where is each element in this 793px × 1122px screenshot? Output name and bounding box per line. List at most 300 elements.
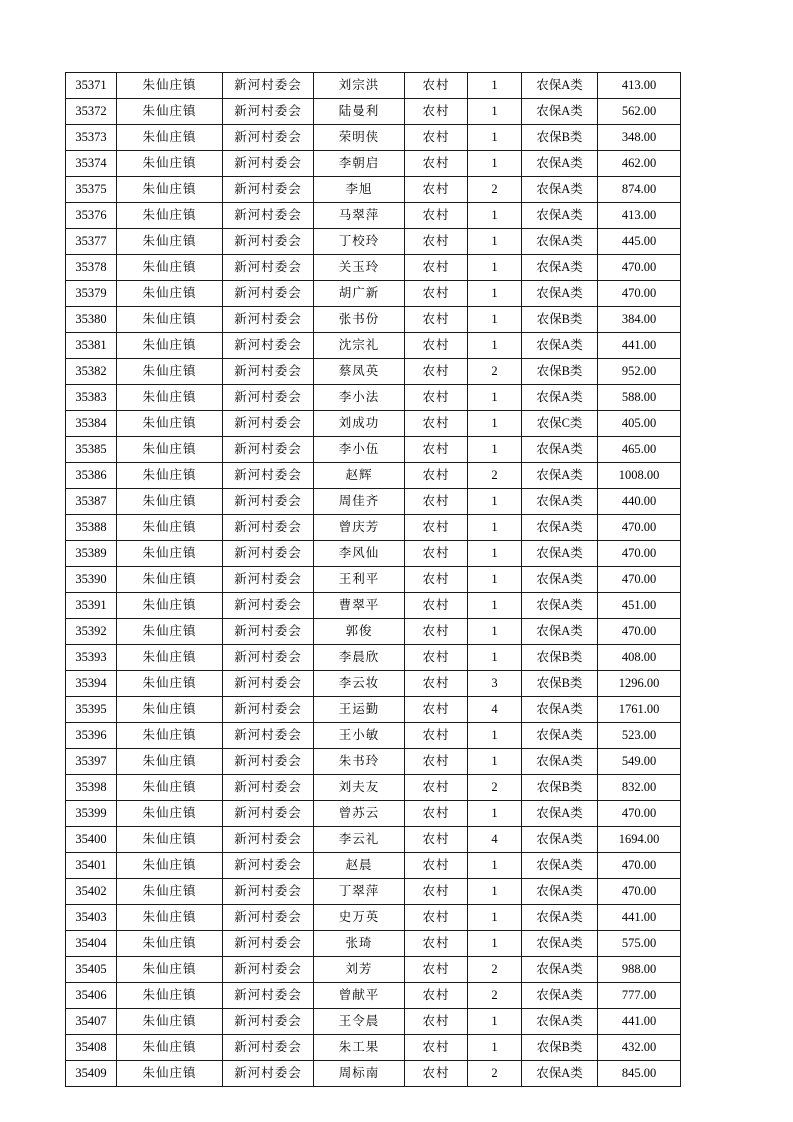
cell-type: 农村 (405, 905, 468, 931)
table-row (66, 593, 681, 619)
cell-category: 农保C类 (522, 411, 598, 437)
cell-amount: 440.00 (598, 489, 681, 515)
cell-id: 35374 (66, 151, 117, 177)
table-row (66, 905, 681, 931)
cell-id: 35393 (66, 645, 117, 671)
cell-name: 李旭 (314, 177, 405, 203)
cell-amount: 470.00 (598, 567, 681, 593)
cell-village: 新河村委会 (223, 307, 314, 333)
cell-amount: 874.00 (598, 177, 681, 203)
cell-village: 新河村委会 (223, 697, 314, 723)
cell-town: 朱仙庄镇 (117, 1035, 223, 1061)
cell-amount: 432.00 (598, 1035, 681, 1061)
cell-town: 朱仙庄镇 (117, 931, 223, 957)
cell-name: 蔡凤英 (314, 359, 405, 385)
cell-amount: 575.00 (598, 931, 681, 957)
cell-name: 史万英 (314, 905, 405, 931)
cell-count: 1 (468, 99, 522, 125)
cell-village: 新河村委会 (223, 229, 314, 255)
cell-count: 1 (468, 879, 522, 905)
cell-amount: 549.00 (598, 749, 681, 775)
cell-village: 新河村委会 (223, 671, 314, 697)
cell-count: 1 (468, 853, 522, 879)
table-row (66, 515, 681, 541)
cell-amount: 441.00 (598, 905, 681, 931)
cell-type: 农村 (405, 931, 468, 957)
cell-town: 朱仙庄镇 (117, 489, 223, 515)
cell-village: 新河村委会 (223, 203, 314, 229)
cell-name: 张书份 (314, 307, 405, 333)
cell-town: 朱仙庄镇 (117, 853, 223, 879)
cell-village: 新河村委会 (223, 411, 314, 437)
cell-id: 35391 (66, 593, 117, 619)
cell-id: 35400 (66, 827, 117, 853)
cell-amount: 470.00 (598, 541, 681, 567)
cell-id: 35373 (66, 125, 117, 151)
table-row (66, 619, 681, 645)
cell-count: 4 (468, 697, 522, 723)
table-row (66, 489, 681, 515)
cell-category: 农保A类 (522, 281, 598, 307)
cell-amount: 445.00 (598, 229, 681, 255)
cell-name: 陆曼利 (314, 99, 405, 125)
cell-name: 刘芳 (314, 957, 405, 983)
cell-type: 农村 (405, 645, 468, 671)
cell-count: 2 (468, 957, 522, 983)
cell-name: 胡广新 (314, 281, 405, 307)
cell-village: 新河村委会 (223, 1009, 314, 1035)
cell-type: 农村 (405, 957, 468, 983)
table-row (66, 853, 681, 879)
table-row (66, 879, 681, 905)
cell-count: 1 (468, 281, 522, 307)
cell-name: 刘成功 (314, 411, 405, 437)
cell-town: 朱仙庄镇 (117, 99, 223, 125)
cell-count: 1 (468, 229, 522, 255)
cell-type: 农村 (405, 411, 468, 437)
cell-category: 农保B类 (522, 359, 598, 385)
cell-name: 荣明侠 (314, 125, 405, 151)
table-row (66, 983, 681, 1009)
cell-amount: 408.00 (598, 645, 681, 671)
cell-town: 朱仙庄镇 (117, 801, 223, 827)
cell-town: 朱仙庄镇 (117, 905, 223, 931)
cell-name: 李云礼 (314, 827, 405, 853)
cell-amount: 1008.00 (598, 463, 681, 489)
cell-town: 朱仙庄镇 (117, 125, 223, 151)
cell-id: 35402 (66, 879, 117, 905)
table-row (66, 307, 681, 333)
cell-village: 新河村委会 (223, 359, 314, 385)
cell-name: 朱书玲 (314, 749, 405, 775)
cell-id: 35389 (66, 541, 117, 567)
cell-type: 农村 (405, 307, 468, 333)
cell-type: 农村 (405, 983, 468, 1009)
table-row (66, 957, 681, 983)
cell-count: 4 (468, 827, 522, 853)
cell-type: 农村 (405, 255, 468, 281)
cell-amount: 1694.00 (598, 827, 681, 853)
cell-type: 农村 (405, 281, 468, 307)
cell-name: 赵辉 (314, 463, 405, 489)
cell-type: 农村 (405, 359, 468, 385)
table-row (66, 567, 681, 593)
cell-name: 周佳齐 (314, 489, 405, 515)
cell-category: 农保B类 (522, 1035, 598, 1061)
cell-town: 朱仙庄镇 (117, 879, 223, 905)
cell-category: 农保A类 (522, 853, 598, 879)
cell-village: 新河村委会 (223, 1061, 314, 1087)
cell-id: 35379 (66, 281, 117, 307)
cell-town: 朱仙庄镇 (117, 775, 223, 801)
table-row (66, 1009, 681, 1035)
cell-category: 农保A类 (522, 697, 598, 723)
cell-id: 35390 (66, 567, 117, 593)
cell-type: 农村 (405, 333, 468, 359)
cell-town: 朱仙庄镇 (117, 645, 223, 671)
cell-amount: 1761.00 (598, 697, 681, 723)
cell-type: 农村 (405, 593, 468, 619)
cell-town: 朱仙庄镇 (117, 177, 223, 203)
cell-amount: 462.00 (598, 151, 681, 177)
cell-category: 农保A类 (522, 1061, 598, 1087)
cell-name: 李晨欣 (314, 645, 405, 671)
cell-town: 朱仙庄镇 (117, 827, 223, 853)
cell-village: 新河村委会 (223, 489, 314, 515)
cell-category: 农保A类 (522, 333, 598, 359)
cell-count: 1 (468, 385, 522, 411)
cell-type: 农村 (405, 1009, 468, 1035)
cell-name: 王运勤 (314, 697, 405, 723)
table-row (66, 775, 681, 801)
cell-count: 2 (468, 983, 522, 1009)
cell-name: 李小法 (314, 385, 405, 411)
cell-village: 新河村委会 (223, 541, 314, 567)
cell-category: 农保A类 (522, 619, 598, 645)
cell-count: 1 (468, 905, 522, 931)
cell-category: 农保A类 (522, 1009, 598, 1035)
cell-type: 农村 (405, 125, 468, 151)
cell-type: 农村 (405, 1061, 468, 1087)
table-row (66, 99, 681, 125)
cell-town: 朱仙庄镇 (117, 749, 223, 775)
cell-name: 周标南 (314, 1061, 405, 1087)
cell-amount: 777.00 (598, 983, 681, 1009)
cell-name: 王利平 (314, 567, 405, 593)
cell-amount: 588.00 (598, 385, 681, 411)
cell-type: 农村 (405, 775, 468, 801)
cell-category: 农保A类 (522, 99, 598, 125)
cell-village: 新河村委会 (223, 905, 314, 931)
cell-amount: 413.00 (598, 73, 681, 99)
cell-id: 35401 (66, 853, 117, 879)
cell-village: 新河村委会 (223, 827, 314, 853)
cell-category: 农保A类 (522, 827, 598, 853)
cell-count: 1 (468, 801, 522, 827)
cell-id: 35371 (66, 73, 117, 99)
cell-category: 农保A类 (522, 229, 598, 255)
cell-category: 农保A类 (522, 385, 598, 411)
cell-village: 新河村委会 (223, 749, 314, 775)
cell-village: 新河村委会 (223, 619, 314, 645)
cell-name: 沈宗礼 (314, 333, 405, 359)
cell-town: 朱仙庄镇 (117, 151, 223, 177)
cell-town: 朱仙庄镇 (117, 1061, 223, 1087)
table-row (66, 1035, 681, 1061)
cell-id: 35376 (66, 203, 117, 229)
cell-count: 1 (468, 151, 522, 177)
table-row (66, 1061, 681, 1087)
cell-village: 新河村委会 (223, 567, 314, 593)
cell-town: 朱仙庄镇 (117, 73, 223, 99)
cell-count: 1 (468, 73, 522, 99)
cell-type: 农村 (405, 619, 468, 645)
cell-town: 朱仙庄镇 (117, 515, 223, 541)
cell-category: 农保A类 (522, 983, 598, 1009)
cell-name: 曾献平 (314, 983, 405, 1009)
cell-amount: 465.00 (598, 437, 681, 463)
cell-town: 朱仙庄镇 (117, 593, 223, 619)
cell-village: 新河村委会 (223, 151, 314, 177)
cell-name: 马翠萍 (314, 203, 405, 229)
cell-village: 新河村委会 (223, 255, 314, 281)
cell-type: 农村 (405, 229, 468, 255)
cell-town: 朱仙庄镇 (117, 567, 223, 593)
cell-type: 农村 (405, 1035, 468, 1061)
cell-id: 35388 (66, 515, 117, 541)
cell-id: 35407 (66, 1009, 117, 1035)
cell-type: 农村 (405, 541, 468, 567)
table-row (66, 697, 681, 723)
table-row (66, 801, 681, 827)
cell-amount: 405.00 (598, 411, 681, 437)
cell-category: 农保A类 (522, 255, 598, 281)
cell-category: 农保A类 (522, 515, 598, 541)
table-row (66, 73, 681, 99)
cell-count: 2 (468, 177, 522, 203)
cell-type: 农村 (405, 853, 468, 879)
cell-category: 农保A类 (522, 489, 598, 515)
cell-category: 农保B类 (522, 645, 598, 671)
cell-category: 农保A类 (522, 593, 598, 619)
cell-village: 新河村委会 (223, 723, 314, 749)
cell-type: 农村 (405, 73, 468, 99)
cell-town: 朱仙庄镇 (117, 385, 223, 411)
cell-type: 农村 (405, 671, 468, 697)
cell-category: 农保A类 (522, 177, 598, 203)
cell-name: 丁翠萍 (314, 879, 405, 905)
cell-count: 1 (468, 749, 522, 775)
cell-id: 35409 (66, 1061, 117, 1087)
table-row (66, 177, 681, 203)
cell-town: 朱仙庄镇 (117, 697, 223, 723)
cell-count: 1 (468, 255, 522, 281)
cell-amount: 523.00 (598, 723, 681, 749)
cell-category: 农保A类 (522, 151, 598, 177)
cell-amount: 441.00 (598, 333, 681, 359)
cell-town: 朱仙庄镇 (117, 723, 223, 749)
table-row (66, 723, 681, 749)
cell-town: 朱仙庄镇 (117, 619, 223, 645)
table-row (66, 671, 681, 697)
cell-category: 农保A类 (522, 801, 598, 827)
cell-id: 35399 (66, 801, 117, 827)
table-row (66, 281, 681, 307)
cell-type: 农村 (405, 203, 468, 229)
cell-name: 李朝启 (314, 151, 405, 177)
cell-count: 2 (468, 359, 522, 385)
table-row (66, 229, 681, 255)
cell-type: 农村 (405, 463, 468, 489)
cell-id: 35405 (66, 957, 117, 983)
cell-town: 朱仙庄镇 (117, 281, 223, 307)
cell-village: 新河村委会 (223, 957, 314, 983)
cell-category: 农保A类 (522, 905, 598, 931)
cell-id: 35382 (66, 359, 117, 385)
table-row (66, 255, 681, 281)
cell-type: 农村 (405, 385, 468, 411)
cell-name: 郭俊 (314, 619, 405, 645)
cell-town: 朱仙庄镇 (117, 463, 223, 489)
cell-town: 朱仙庄镇 (117, 229, 223, 255)
cell-village: 新河村委会 (223, 853, 314, 879)
cell-amount: 348.00 (598, 125, 681, 151)
cell-amount: 470.00 (598, 879, 681, 905)
cell-count: 1 (468, 515, 522, 541)
cell-category: 农保B类 (522, 671, 598, 697)
cell-type: 农村 (405, 515, 468, 541)
cell-amount: 413.00 (598, 203, 681, 229)
cell-village: 新河村委会 (223, 437, 314, 463)
cell-id: 35394 (66, 671, 117, 697)
cell-count: 1 (468, 593, 522, 619)
cell-village: 新河村委会 (223, 1035, 314, 1061)
cell-name: 赵晨 (314, 853, 405, 879)
cell-amount: 562.00 (598, 99, 681, 125)
cell-town: 朱仙庄镇 (117, 1009, 223, 1035)
cell-count: 1 (468, 1009, 522, 1035)
cell-id: 35380 (66, 307, 117, 333)
cell-category: 农保B类 (522, 307, 598, 333)
cell-village: 新河村委会 (223, 99, 314, 125)
cell-type: 农村 (405, 827, 468, 853)
cell-id: 35408 (66, 1035, 117, 1061)
cell-amount: 470.00 (598, 801, 681, 827)
cell-id: 35406 (66, 983, 117, 1009)
table-row (66, 359, 681, 385)
cell-amount: 470.00 (598, 255, 681, 281)
cell-category: 农保A类 (522, 541, 598, 567)
cell-id: 35398 (66, 775, 117, 801)
table-row (66, 931, 681, 957)
cell-id: 35387 (66, 489, 117, 515)
benefits-table (65, 72, 681, 1087)
cell-count: 1 (468, 1035, 522, 1061)
cell-count: 1 (468, 411, 522, 437)
cell-name: 张琦 (314, 931, 405, 957)
cell-type: 农村 (405, 749, 468, 775)
cell-town: 朱仙庄镇 (117, 541, 223, 567)
cell-name: 刘夫友 (314, 775, 405, 801)
cell-name: 曾苏云 (314, 801, 405, 827)
cell-type: 农村 (405, 151, 468, 177)
cell-name: 丁校玲 (314, 229, 405, 255)
cell-type: 农村 (405, 437, 468, 463)
cell-village: 新河村委会 (223, 73, 314, 99)
cell-name: 李小伍 (314, 437, 405, 463)
cell-name: 王小敏 (314, 723, 405, 749)
cell-village: 新河村委会 (223, 593, 314, 619)
cell-town: 朱仙庄镇 (117, 671, 223, 697)
cell-name: 李云妆 (314, 671, 405, 697)
cell-id: 35396 (66, 723, 117, 749)
cell-town: 朱仙庄镇 (117, 411, 223, 437)
cell-village: 新河村委会 (223, 281, 314, 307)
cell-town: 朱仙庄镇 (117, 983, 223, 1009)
cell-category: 农保A类 (522, 749, 598, 775)
cell-village: 新河村委会 (223, 801, 314, 827)
cell-amount: 832.00 (598, 775, 681, 801)
cell-amount: 470.00 (598, 515, 681, 541)
cell-category: 农保A类 (522, 957, 598, 983)
cell-id: 35384 (66, 411, 117, 437)
table-row (66, 437, 681, 463)
cell-village: 新河村委会 (223, 125, 314, 151)
cell-id: 35377 (66, 229, 117, 255)
table-row (66, 333, 681, 359)
cell-id: 35372 (66, 99, 117, 125)
table-row (66, 541, 681, 567)
cell-count: 1 (468, 333, 522, 359)
cell-town: 朱仙庄镇 (117, 255, 223, 281)
cell-count: 1 (468, 645, 522, 671)
cell-category: 农保A类 (522, 73, 598, 99)
cell-category: 农保A类 (522, 203, 598, 229)
cell-town: 朱仙庄镇 (117, 307, 223, 333)
cell-count: 1 (468, 541, 522, 567)
cell-town: 朱仙庄镇 (117, 333, 223, 359)
cell-village: 新河村委会 (223, 333, 314, 359)
cell-type: 农村 (405, 697, 468, 723)
cell-id: 35383 (66, 385, 117, 411)
cell-type: 农村 (405, 567, 468, 593)
cell-id: 35404 (66, 931, 117, 957)
cell-count: 3 (468, 671, 522, 697)
cell-category: 农保A类 (522, 931, 598, 957)
cell-type: 农村 (405, 99, 468, 125)
cell-id: 35395 (66, 697, 117, 723)
cell-village: 新河村委会 (223, 463, 314, 489)
cell-count: 1 (468, 723, 522, 749)
table-row (66, 463, 681, 489)
cell-category: 农保B类 (522, 125, 598, 151)
table-row (66, 645, 681, 671)
cell-category: 农保A类 (522, 879, 598, 905)
cell-amount: 988.00 (598, 957, 681, 983)
cell-town: 朱仙庄镇 (117, 359, 223, 385)
cell-amount: 952.00 (598, 359, 681, 385)
cell-village: 新河村委会 (223, 515, 314, 541)
cell-name: 关玉玲 (314, 255, 405, 281)
cell-id: 35381 (66, 333, 117, 359)
cell-type: 农村 (405, 879, 468, 905)
cell-count: 2 (468, 463, 522, 489)
cell-amount: 470.00 (598, 281, 681, 307)
cell-category: 农保A类 (522, 567, 598, 593)
cell-count: 1 (468, 125, 522, 151)
cell-village: 新河村委会 (223, 177, 314, 203)
cell-village: 新河村委会 (223, 931, 314, 957)
